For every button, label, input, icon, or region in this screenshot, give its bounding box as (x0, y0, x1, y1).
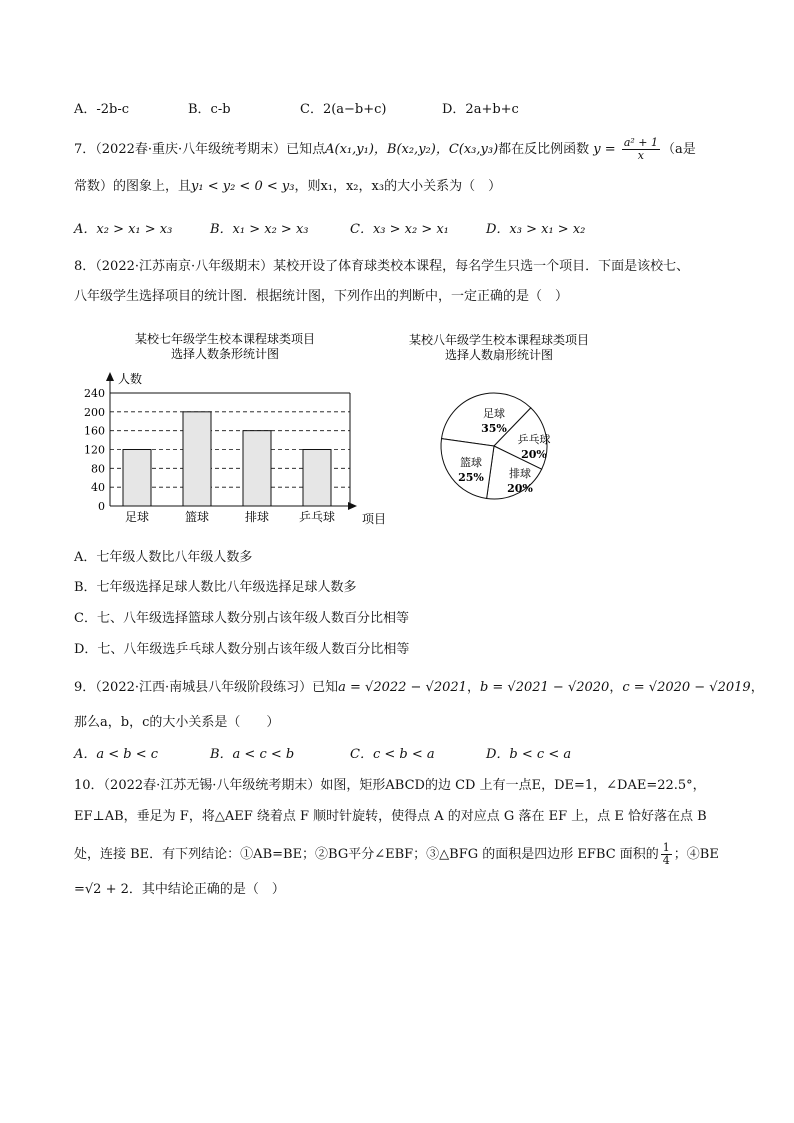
q10-stem-line2: EF⊥AB，垂足为 F，将△AEF 绕着点 F 顺时针旋转，使得点 A 的对应点 G 落在 EF 上，点 E 恰好落在点 B (74, 809, 707, 824)
q8-stem-line2: 八年级学生选择项目的统计图．根据统计图，下列作出的判断中，一定正确的是（ ） (74, 289, 569, 304)
q7-func-fraction (622, 137, 660, 162)
bar-chart-ylabel: 人数 (118, 372, 143, 386)
bar-chart-ytick-label: 0 (98, 500, 105, 513)
q7-func-numerator: a² + 1 (623, 136, 658, 149)
bar-chart-category-label: 篮球 (184, 510, 210, 524)
q7-line2-start: 常数）的图象上，且 (74, 179, 192, 194)
q10-fraction-denominator: 4 (662, 854, 670, 867)
q6-option-d: D．2a+b+c (442, 102, 519, 117)
q8-option-b: B．七年级选择足球人数比八年级选择足球人数多 (74, 580, 357, 595)
bar-chart-title: 某校七年级学生校本课程球类项目 (134, 332, 316, 346)
bar-chart-bar (243, 431, 271, 506)
q10-fraction (661, 842, 672, 867)
q7-option-b: B．x₁ > x₂ > x₃ (210, 222, 309, 237)
bar-chart-ytick-label: 80 (91, 462, 105, 476)
q9-stem-line1: 9．（2022·江西·南城县八年级阶段练习）已知a = √2022 − √2021，b = √2021 − √2020，c = √2020 − √2019， (74, 680, 764, 695)
bar-chart-xlabel: 项目 (362, 512, 387, 526)
q7-option-c: C．x₃ > x₂ > x₁ (350, 222, 449, 237)
pie-chart-title: 某校八年级学生校本课程球类项目 (408, 333, 590, 347)
q7-stem-line1 (74, 137, 696, 162)
q9-stem-line2: 那么a，b，c的大小关系是（ ） (74, 715, 280, 730)
q9-option-a: A．a < b < c (74, 747, 159, 762)
q7-func-intro: 都在反比例函数 (498, 142, 590, 157)
q8-stem-line1: 8．（2022·江苏南京·八年级期末）某校开设了体育球类校本课程，每名学生只选一个项目．下面是该校七、 (74, 259, 690, 274)
bar-chart-category-label: 排球 (244, 510, 270, 524)
q7-line2-end: ，则x₁，x₂，x₃的大小关系为（ ） (294, 179, 502, 194)
q7-inequality: y₁ < y₂ < 0 < y₃ (191, 179, 295, 194)
bar-chart-ytick-label: 160 (84, 424, 105, 438)
q9-expr-c: c = √2020 − √2019 (622, 680, 751, 695)
pie-chart-slice-label: 乒乓球 (517, 433, 551, 446)
bar-chart-category-label: 乒乓球 (298, 510, 336, 524)
q6-option-a: A．-2b-c (74, 102, 130, 117)
q10-line3-start: 处，连接 BE．有下列结论：①AB=BE；②BG平分∠EBF；③△BFG 的面积是四边形 EFBC 面积的 (74, 847, 659, 862)
pie-chart-slice-value: 20% (507, 482, 533, 495)
q6-option-b: B．c-b (188, 102, 231, 117)
pie-chart (441, 393, 551, 499)
x-axis-arrow-icon (348, 502, 357, 510)
bar-chart-category-label: 足球 (124, 510, 150, 524)
bar-chart-bar (123, 450, 151, 507)
q8-option-d: D．七、八年级选乒乓球人数分别占该年级人数百分比相等 (74, 642, 410, 657)
bar-chart-ytick-label: 40 (91, 481, 105, 495)
q7-points: A(x₁,y₁)，B(x₂,y₂)，C(x₃,y₃) (325, 142, 499, 157)
q10-stem-line3 (74, 842, 719, 867)
q6-option-c: C．2(a−b+c) (300, 102, 387, 117)
q8-option-a: A．七年级人数比八年级人数多 (74, 550, 253, 565)
q7-stem-line2 (74, 177, 501, 197)
q9-intro: 9．（2022·江西·南城县八年级阶段练习）已知 (74, 680, 339, 695)
q10-stem-line4: =√2 + 2．其中结论正确的是（ ） (74, 882, 285, 897)
q10-stem-line1: 10．（2022春·江苏无锡·八年级统考期末）如图，矩形ABCD的边 CD 上有一点E，DE=1，∠DAE=22.5°， (74, 778, 706, 793)
bar-chart-bars (123, 412, 331, 506)
pie-chart-subtitle: 选择人数扇形统计图 (444, 348, 554, 362)
bar-chart-categories (125, 509, 335, 524)
pie-chart-slice-value: 25% (458, 471, 484, 484)
pie-chart-slice-label: 篮球 (460, 456, 482, 469)
pie-chart-slice-value: 35% (481, 422, 507, 435)
q7-func-lhs: y = (593, 142, 616, 157)
bar-chart-ytick-label: 200 (84, 405, 105, 419)
q8-option-c: C．七、八年级选择篮球人数分别占该年级人数百分比相等 (74, 611, 409, 626)
pie-chart-slice-label: 足球 (483, 407, 505, 420)
bar-chart-bar (183, 412, 211, 506)
q9-expr-b: b = √2021 − √2020 (479, 680, 610, 695)
bar-chart-ticks (84, 387, 105, 513)
q7-func-denominator: x (637, 149, 645, 162)
q7-option-a: A．x₂ > x₁ > x₃ (74, 222, 173, 237)
bar-chart-ytick-label: 120 (84, 443, 105, 457)
q7-line1-end: （a是 (662, 142, 696, 157)
q10-line3-end: ；④BE (673, 847, 719, 862)
charts-figure (0, 325, 794, 535)
q7-intro: 7．（2022春·重庆·八年级统考期末）已知点 (74, 142, 326, 157)
q9-option-b: B．a < c < b (210, 747, 295, 762)
bar-chart-bar (303, 450, 331, 507)
q10-fraction-numerator: 1 (662, 841, 670, 854)
bar-chart-subtitle: 选择人数条形统计图 (170, 347, 280, 361)
pie-chart-slice-value: 20% (521, 448, 547, 461)
q9-expr-a: a = √2022 − √2021 (338, 680, 467, 695)
q9-option-d: D．b < c < a (486, 747, 572, 762)
pie-chart-slice-label: 排球 (509, 467, 531, 480)
y-axis-arrow-icon (106, 372, 114, 381)
q7-option-d: D．x₃ > x₁ > x₂ (486, 222, 586, 237)
bar-chart-ytick-label: 240 (84, 387, 105, 400)
q9-option-c: C．c < b < a (350, 747, 435, 762)
